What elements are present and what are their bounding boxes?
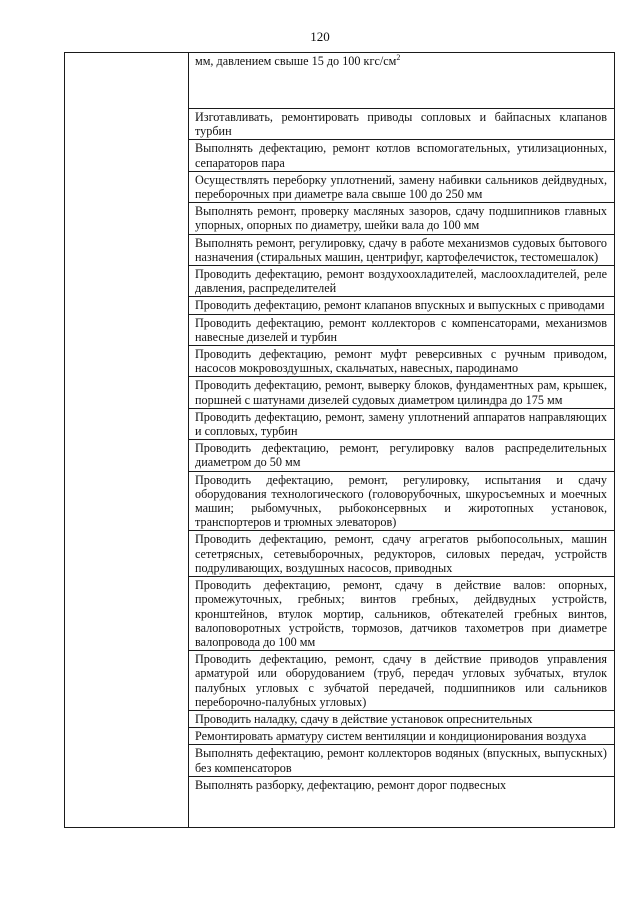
table-row: Выполнять разборку, дефектацию, ремонт дорог подвесных xyxy=(195,777,507,792)
table-row: Проводить наладку, сдачу в действие установок опреснительных xyxy=(189,711,614,728)
table-row: Ремонтировать арматуру систем вентиляции и кондиционирования воздуха xyxy=(189,728,614,745)
table-row: Проводить дефектацию, ремонт, замену уплотнений аппаратов направляющих и сопловых, турбин xyxy=(189,409,614,440)
table-row: Проводить дефектацию, ремонт клапанов впускных и выпускных с приводами xyxy=(189,297,614,314)
table-row: Выполнять ремонт, проверку масляных зазоров, сдачу подшипников главных упорных, опорных по диаметру, шейки вала до 100 мм xyxy=(189,203,614,234)
table-row: Проводить дефектацию, ремонт, регулировку валов распределительных диаметром до 50 мм xyxy=(189,440,614,471)
table-row: Выполнять ремонт, регулировку, сдачу в работе механизмов судовых бытового назначения (стиральных машин, центрифуг, картофелечисток, тестомешалок) xyxy=(189,235,614,266)
work-table xyxy=(64,52,615,828)
table-row: Изготавливать, ремонтировать приводы сопловых и байпасных клапанов турбин xyxy=(189,109,614,140)
left-column xyxy=(65,53,189,827)
table-row: Проводить дефектацию, ремонт, сдачу в действие приводов управления арматурой или оборудованием (труб, передач угловых зубчатых, втулок палубных угловых с зубчатой передачей, подшипников или сальников переборочно-палубных угловых) xyxy=(189,651,614,711)
table-row: Проводить дефектацию, ремонт, выверку блоков, фундаментных рам, крышек, поршней с шатунами дизелей судовых диаметром цилиндра до 175 мм xyxy=(189,377,614,408)
table-row: Осуществлять переборку уплотнений, замену набивки сальников дейдвудных, переборочных при диаметре вала свыше 100 до 250 мм xyxy=(189,172,614,203)
superscript: 2 xyxy=(396,52,401,62)
table-row: Проводить дефектацию, ремонт воздухоохладителей, маслоохладителей, реле давления, распределителей xyxy=(189,266,614,297)
table-row: Выполнять дефектацию, ремонт котлов вспомогательных, утилизационных, сепараторов пара xyxy=(189,140,614,171)
table-row: Проводить дефектацию, ремонт муфт реверсивных с ручным приводом, насосов мокровоздушных, скальчатых, навесных, пародинамо xyxy=(189,346,614,377)
table-row-0 xyxy=(189,53,614,109)
table-row: Проводить дефектацию, ремонт, сдачу агрегатов рыбопосольных, машин сететрясных, сетевыборочных, редукторов, силовых передач, устройств подруливающих, воздушных насосов, приводных xyxy=(189,531,614,577)
table-row: Проводить дефектацию, ремонт коллекторов с компенсаторами, механизмов навесные дизелей и турбин xyxy=(189,315,614,346)
table-row: Проводить дефектацию, ремонт, сдачу в действие валов: опорных, промежуточных, гребных; винтов гребных, дейдвудных устройств, кронштейнов, втулок мортир, сальников, обтекателей гребных винтов, валоповоротных устройств, тормозов, датчиков тахометров при диаметре валопровода до 100 мм xyxy=(189,577,614,651)
page-number: 120 xyxy=(310,29,330,44)
table-row: Выполнять дефектацию, ремонт коллекторов водяных (впускных, выпускных) без компенсаторов xyxy=(189,745,614,776)
table-row: Проводить дефектацию, ремонт, регулировку, испытания и сдачу оборудования технологического (головорубочных, шкуросъемных и моечных машин; рыбомучных, рыбоконсервных и жиротопных установок, транспортеров и трюмных элеваторов) xyxy=(189,472,614,532)
right-column xyxy=(189,53,614,827)
row-text-0: мм, давлением свыше 15 до 100 кгс/см xyxy=(195,54,397,68)
